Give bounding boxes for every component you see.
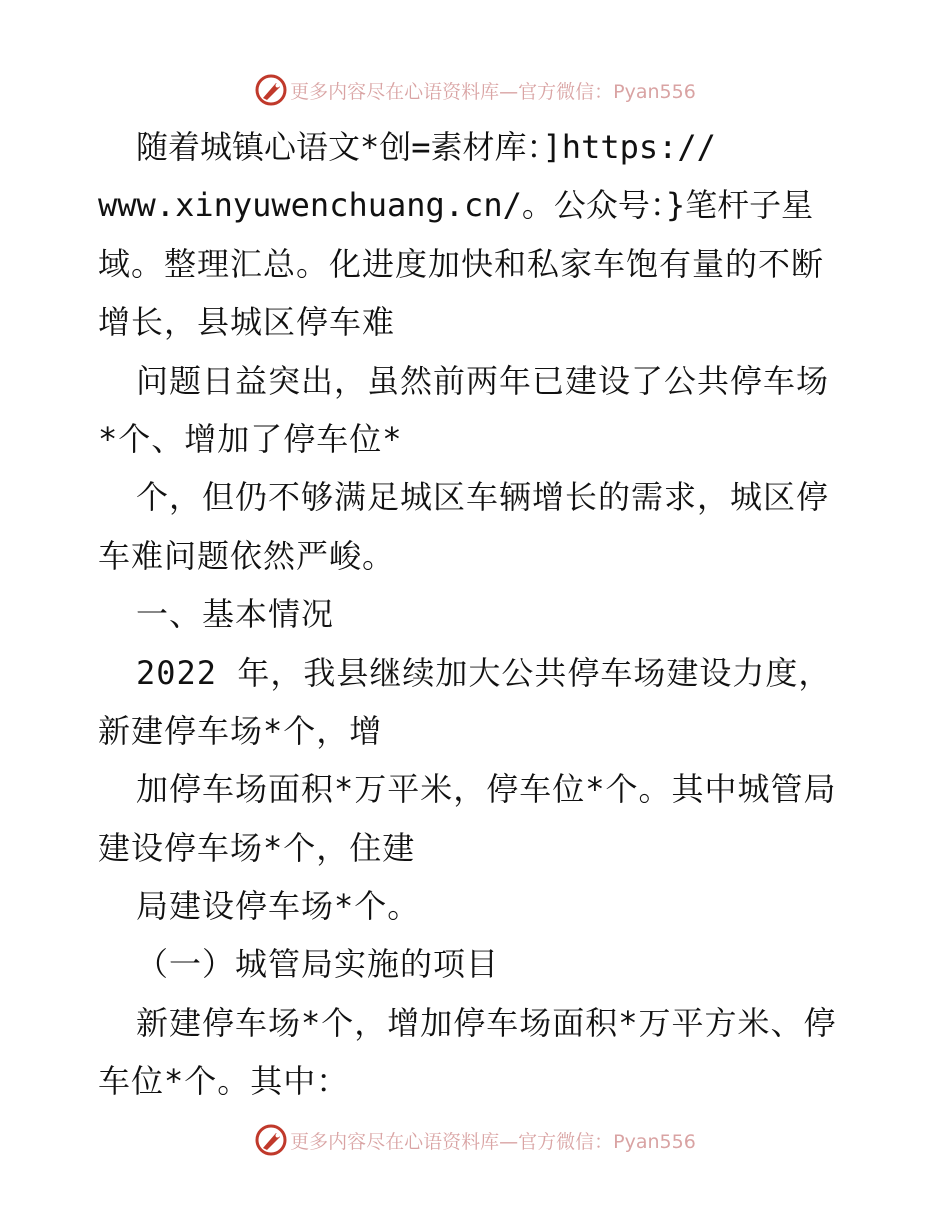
- body-line: 问题日益突出，虽然前两年已建设了公共停车场: [136, 361, 830, 400]
- body-line: 加停车场面积*万平米，停车位*个。其中城管局: [136, 770, 837, 809]
- body-line: 2022 年，我县继续加大公共停车场建设力度，: [136, 653, 832, 692]
- body-line: 车位*个。其中：: [98, 1062, 350, 1101]
- footer-banner: [0, 1120, 950, 1160]
- body-line: 个，但仍不够满足城区车辆增长的需求，城区停: [136, 478, 830, 517]
- body-line: 新建停车场*个，增加停车场面积*万平方米、停: [136, 1003, 837, 1042]
- header-banner-text: 更多内容尽在心语资料库—官方微信：Pyan556: [290, 80, 696, 103]
- footer-banner-text: 更多内容尽在心语资料库—官方微信：Pyan556: [290, 1130, 696, 1153]
- body-line: 建设停车场*个，住建: [98, 828, 416, 867]
- header-banner: [0, 70, 950, 110]
- body-line: www.xinyuwenchuang.cn/。公众号：}笔杆子星: [98, 186, 814, 225]
- body-line: 增长，县城区停车难: [98, 303, 396, 342]
- body-line: 随着城镇心语文*创=素材库：]https://: [136, 128, 716, 166]
- body-line: *个、增加了停车位*: [98, 419, 403, 458]
- pen-nib-logo-icon: [254, 1123, 288, 1157]
- body-line: 车难问题依然严峻。: [98, 536, 396, 575]
- body-line: 局建设停车场*个。: [136, 887, 421, 926]
- section-heading: 一、基本情况: [136, 595, 335, 634]
- body-line: 新建停车场*个，增: [98, 711, 383, 750]
- pen-nib-logo-icon: [254, 73, 288, 107]
- document-body: [98, 118, 858, 1111]
- body-line: 域。整理汇总。化进度加快和私家车饱有量的不断: [98, 244, 825, 283]
- subsection-heading: （一）城管局实施的项目: [136, 945, 500, 984]
